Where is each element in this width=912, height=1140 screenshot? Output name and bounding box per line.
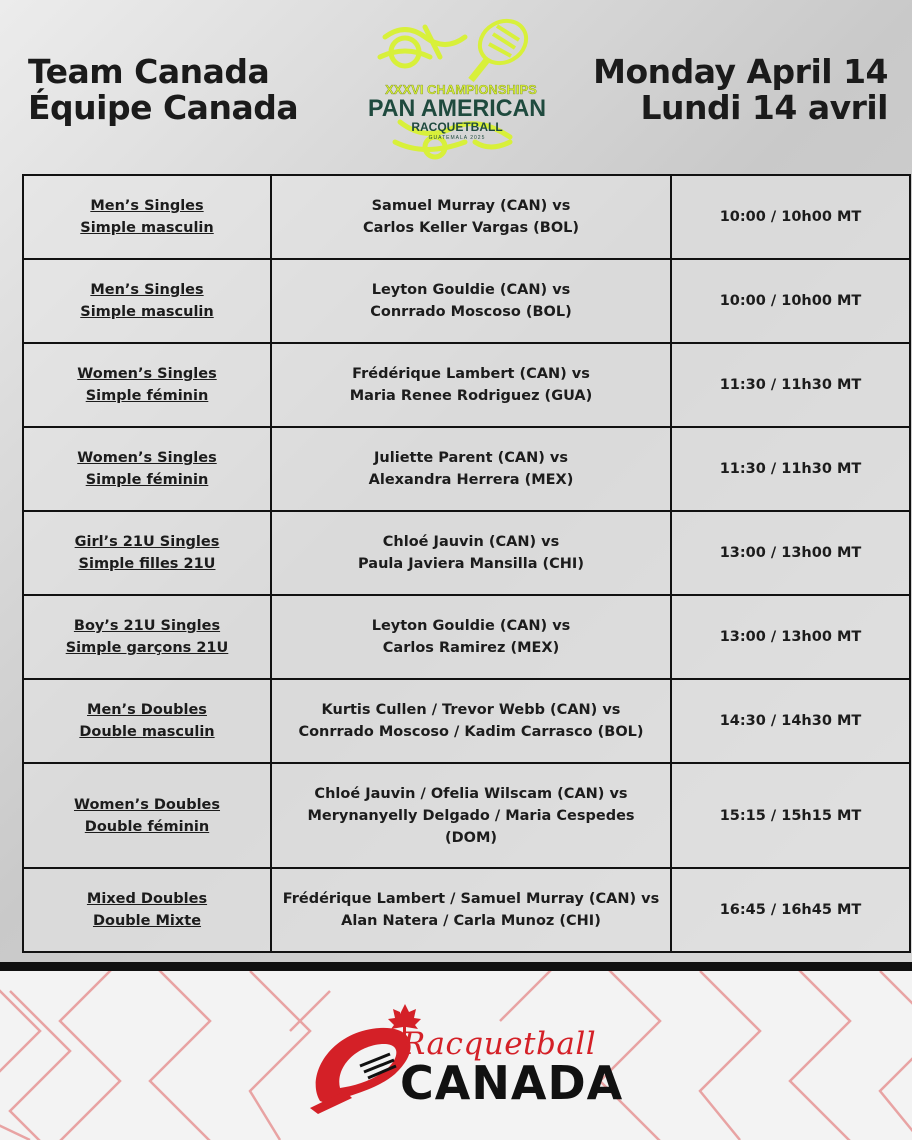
brand-word-text: CANADA: [400, 1056, 624, 1110]
table-row: [23, 343, 910, 427]
event-name-fr: Simple féminin: [85, 472, 209, 488]
match-line: Juliette Parent (CAN) vs: [374, 450, 568, 466]
event-name-fr: Double Mixte: [92, 913, 202, 929]
event-name-fr: Simple masculin: [80, 304, 214, 320]
match-line: Chloé Jauvin (CAN) vs: [382, 534, 560, 550]
table-row: [23, 595, 910, 679]
logo-line2: PAN AMERICAN: [368, 95, 546, 122]
time-cell: 14:30 / 14h30 MT: [671, 679, 910, 763]
footer-divider: [0, 962, 912, 971]
match-cell: [271, 259, 671, 343]
event-cell: [23, 868, 271, 952]
match-cell: [271, 763, 671, 868]
table-row: [23, 679, 910, 763]
match-line: Conrrado Moscoso (BOL): [370, 304, 572, 320]
team-title-en: Team Canada: [28, 52, 270, 91]
event-cell: [23, 511, 271, 595]
event-cell: [23, 427, 271, 511]
time-cell: 16:45 / 16h45 MT: [671, 868, 910, 952]
event-name-fr: Simple masculin: [80, 220, 214, 236]
event-cell: [23, 259, 271, 343]
event-name-en: Men’s Singles: [90, 282, 204, 298]
match-line: Carlos Keller Vargas (BOL): [362, 220, 580, 236]
match-line: Merynanyelly Delgado / Maria Cespedes: [307, 807, 635, 824]
match-line: Frédérique Lambert (CAN) vs: [352, 366, 590, 382]
event-cell: [23, 343, 271, 427]
match-line: (DOM): [444, 829, 498, 846]
event-cell: [23, 595, 271, 679]
match-line: Alexandra Herrera (MEX): [368, 472, 574, 488]
table-row: [23, 259, 910, 343]
logo-line3: RACQUETBALL: [411, 120, 503, 134]
event-cell: [23, 175, 271, 259]
pan-american-championships-logo: [365, 12, 555, 172]
logo-line4: GUATEMALA 2025: [428, 135, 486, 141]
match-cell: [271, 679, 671, 763]
table-row: [23, 427, 910, 511]
logo-line1: XXXVI CHAMPIONSHIPS: [385, 82, 537, 97]
time-cell: 13:00 / 13h00 MT: [671, 511, 910, 595]
event-name-fr: Simple filles 21U: [78, 556, 216, 572]
time-cell: 10:00 / 10h00 MT: [671, 175, 910, 259]
match-line: Kurtis Cullen / Trevor Webb (CAN) vs: [321, 702, 621, 718]
match-line: Leyton Gouldie (CAN) vs: [371, 282, 571, 298]
event-cell: [23, 763, 271, 868]
time-cell: 13:00 / 13h00 MT: [671, 595, 910, 679]
time-cell: 10:00 / 10h00 MT: [671, 259, 910, 343]
event-name-en: Boy’s 21U Singles: [73, 618, 221, 634]
event-name-en: Men’s Doubles: [87, 702, 207, 718]
schedule-date-fr: Lundi 14 avril: [640, 88, 888, 127]
event-name-en: Women’s Doubles: [73, 796, 221, 813]
time-cell: 11:30 / 11h30 MT: [671, 343, 910, 427]
table-row: [23, 868, 910, 952]
event-name-fr: Double féminin: [84, 818, 210, 835]
match-cell: [271, 595, 671, 679]
match-cell: [271, 175, 671, 259]
team-title-fr: Équipe Canada: [28, 88, 299, 127]
schedule-table: [22, 174, 911, 953]
table-row: [23, 763, 910, 868]
match-line: Frédérique Lambert / Samuel Murray (CAN) vs: [282, 891, 660, 907]
schedule-date: [593, 54, 888, 126]
table-row: [23, 511, 910, 595]
match-line: Chloé Jauvin / Ofelia Wilscam (CAN) vs: [314, 785, 628, 802]
event-name-fr: Double masculin: [79, 724, 215, 740]
match-line: Carlos Ramirez (MEX): [382, 640, 560, 656]
team-title: [28, 54, 298, 126]
match-line: Samuel Murray (CAN) vs: [371, 198, 571, 214]
match-cell: [271, 343, 671, 427]
match-line: Paula Javiera Mansilla (CHI): [358, 556, 584, 572]
table-row: [23, 175, 910, 259]
event-name-fr: Simple garçons 21U: [65, 640, 229, 656]
time-cell: 15:15 / 15h15 MT: [671, 763, 910, 868]
match-line: Maria Renee Rodriguez (GUA): [349, 388, 593, 404]
match-line: Alan Natera / Carla Munoz (CHI): [341, 913, 601, 929]
schedule-date-en: Monday April 14: [593, 52, 888, 91]
time-cell: 11:30 / 11h30 MT: [671, 427, 910, 511]
match-line: Leyton Gouldie (CAN) vs: [371, 618, 571, 634]
event-name-fr: Simple féminin: [85, 388, 209, 404]
match-cell: [271, 868, 671, 952]
event-name-en: Girl’s 21U Singles: [74, 534, 220, 550]
brand-script-text: Racquetball: [402, 1026, 597, 1062]
event-name-en: Men’s Singles: [90, 198, 204, 214]
event-name-en: Women’s Singles: [77, 366, 217, 382]
match-line: Conrrado Moscoso / Kadim Carrasco (BOL): [298, 724, 644, 740]
match-cell: [271, 427, 671, 511]
event-cell: [23, 679, 271, 763]
match-cell: [271, 511, 671, 595]
event-name-en: Mixed Doubles: [86, 891, 208, 907]
event-name-en: Women’s Singles: [77, 450, 217, 466]
